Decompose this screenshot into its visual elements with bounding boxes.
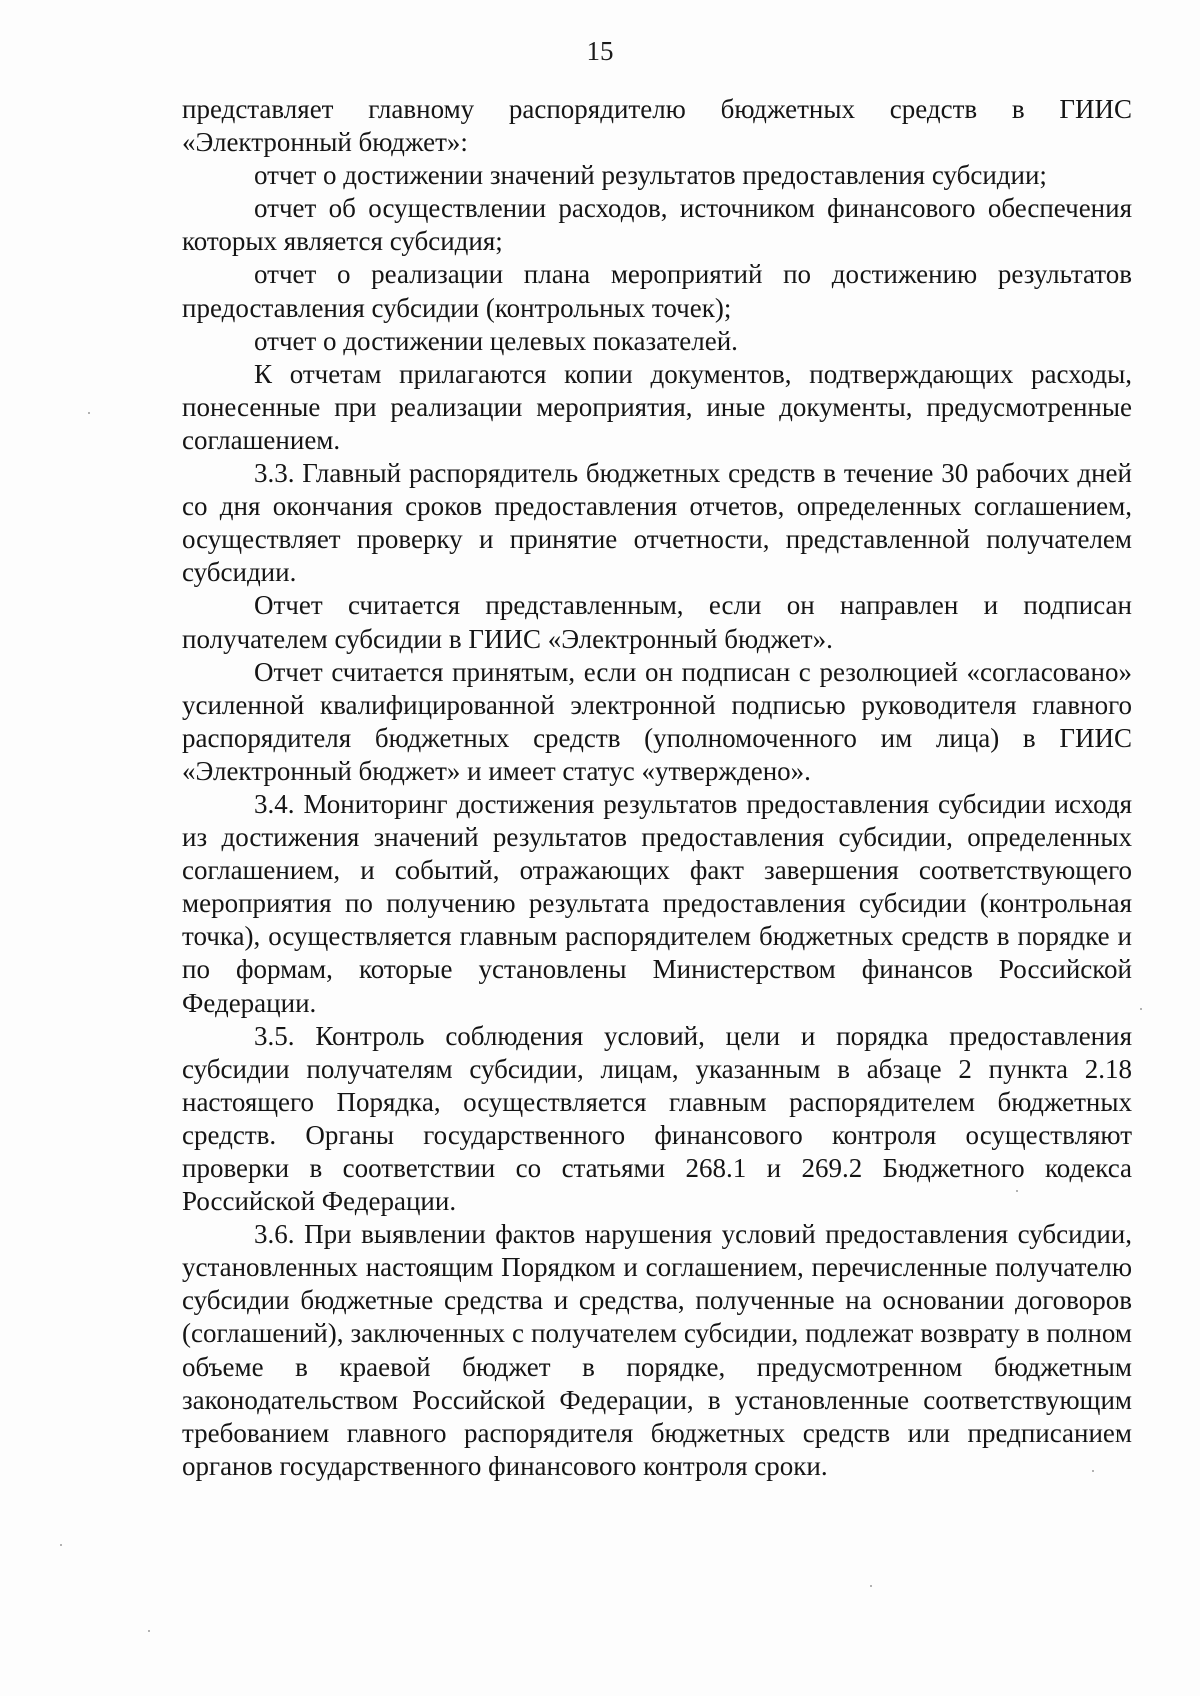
paragraph-3-5: 3.5. Контроль соблюдения условий, цели и порядка предоставления субсидии получателям субсидии, лицам, указанным в абзаце 2 пункта 2.18 настоящего Порядка, осуществляется главным распорядителем бюджетных средств. Органы государственного финансового контроля осуществляют проверки в соответствии со статьями 268.1 и 269.2 Бюджетного кодекса Российской Федерации.: [182, 1020, 1132, 1217]
scan-speck: [1092, 1470, 1094, 1472]
paragraph-3-3: 3.3. Главный распорядитель бюджетных средств в течение 30 рабочих дней со дня окончания сроков предоставления отчетов, определенных соглашением, осуществляет проверку и принятие отчетности, представленной получателем субсидии.: [182, 458, 1132, 588]
paragraph-continuation: представляет главному распорядителю бюджетных средств в ГИИС «Электронный бюджет»:: [182, 94, 1132, 158]
paragraph-report-targets: отчет о достижении целевых показателей.: [254, 325, 738, 356]
scan-speck: [870, 1585, 872, 1587]
document-body: [182, 93, 1132, 1483]
scan-speck: [1140, 1008, 1142, 1010]
paragraph-3-6: 3.6. При выявлении фактов нарушения условий предоставления субсидии, установленных настоящим Порядком и соглашением, перечисленные получателю субсидии бюджетные средства и средства, полученные на основании договоров (соглашений), заключенных с получателем субсидии, подлежат возврату в полном объеме в краевой бюджет в порядке, предусмотренном бюджетным законодательством Российской Федерации, в установленные соответствующим требованием главного распорядителя бюджетных средств или предписанием органов государственного финансового контроля сроки.: [182, 1219, 1132, 1481]
scan-speck: [1016, 1190, 1018, 1192]
page-number: 15: [586, 36, 614, 66]
scan-speck: [60, 1544, 62, 1546]
scan-speck: [88, 412, 90, 414]
paragraph-report-expenses: отчет об осуществлении расходов, источником финансового обеспечения которых является субсидия;: [182, 193, 1132, 257]
paragraph-report-accepted: Отчет считается принятым, если он подписан с резолюцией «согласовано» усиленной квалифицированной электронной подписью руководителя главного распорядителя бюджетных средств (уполномоченного им лица) в ГИИС «Электронный бюджет» и имеет статус «утверждено».: [182, 656, 1132, 786]
scan-speck: [148, 1630, 150, 1632]
paragraph-attachments: К отчетам прилагаются копии документов, подтверждающих расходы, понесенные при реализации мероприятия, иные документы, предусмотренные соглашением.: [182, 358, 1132, 455]
paragraph-report-plan: отчет о реализации плана мероприятий по достижению результатов предоставления субсидии (контрольных точек);: [182, 259, 1132, 323]
paragraph-3-4: 3.4. Мониторинг достижения результатов предоставления субсидии исходя из достижения значений результатов предоставления субсидии, определенных соглашением, и событий, отражающих факт завершения соответствующего мероприятия по получению результата предоставления субсидии (контрольная точка), осуществляется главным распорядителем бюджетных средств в порядке и по формам, которые установлены Министерством финансов Российской Федерации.: [182, 788, 1132, 1018]
paragraph-report-submitted: Отчет считается представленным, если он направлен и подписан получателем субсидии в ГИИС «Электронный бюджет».: [182, 590, 1132, 654]
paragraph-report-results: отчет о достижении значений результатов предоставления субсидии;: [254, 160, 1047, 191]
